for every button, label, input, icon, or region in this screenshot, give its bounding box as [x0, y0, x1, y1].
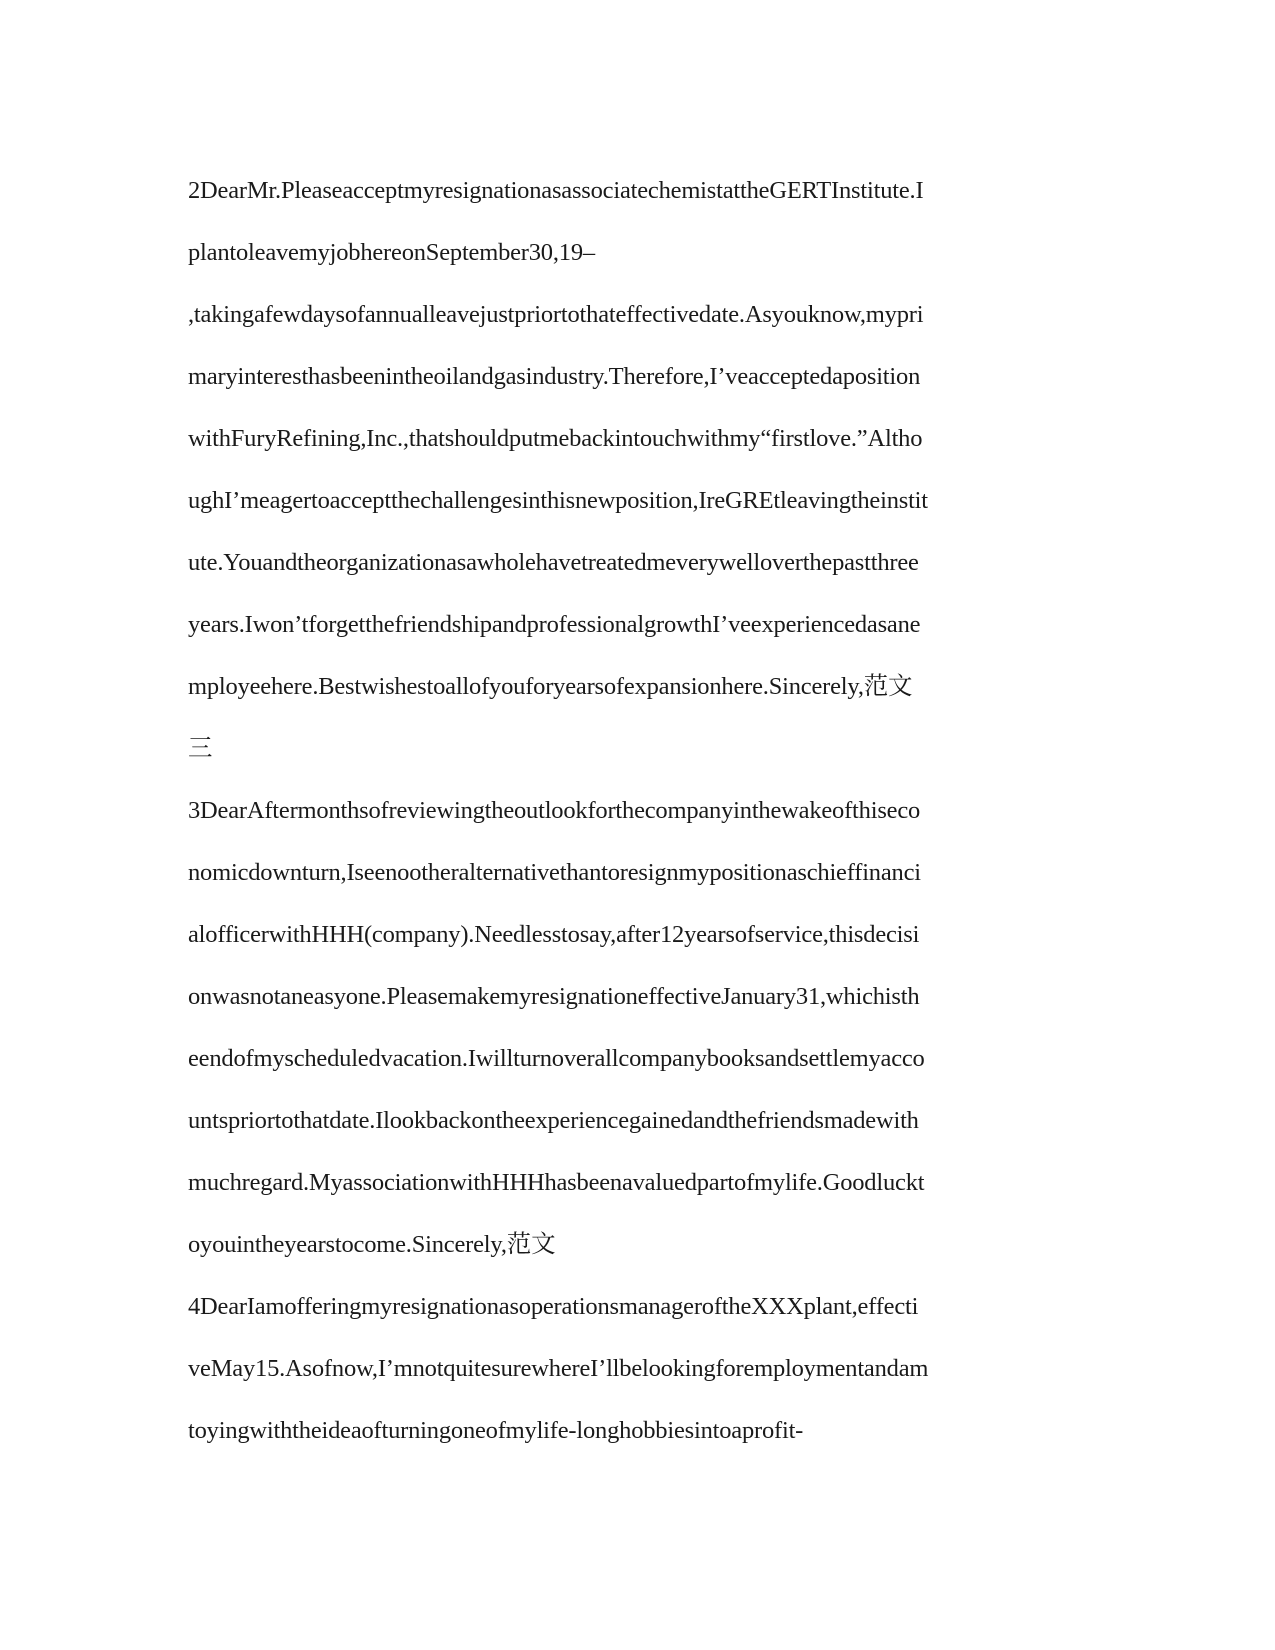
text-line: ute.Youandtheorganizationasawholehavetreatedmeverywelloverthepastthree — [188, 549, 919, 576]
text-line: plantoleavemyjobhereonSeptember30,19– — [188, 239, 595, 266]
text-line: 2DearMr.PleaseacceptmyresignationasassociatechemistattheGERTInstitute.I — [188, 177, 924, 204]
text-line: ughI’meagertoacceptthechallengesinthisnewposition,IreGREtleavingtheinstit — [188, 487, 928, 514]
letter-body — [188, 160, 1088, 1462]
text-line: toyingwiththeideaofturningoneofmylife-longhobbiesintoaprofit- — [188, 1417, 804, 1444]
text-line: years.Iwon’tforgetthefriendshipandprofessionalgrowthI’veexperiencedasane — [188, 611, 921, 638]
text-line: withFuryRefining,Inc.,thatshouldputmebackintouchwithmy“firstlove.”Altho — [188, 425, 923, 452]
text-line: ,takingafewdaysofannualleavejustpriortothateffectivedate.Asyouknow,mypri — [188, 301, 924, 328]
text-line: onwasnotaneasyone.PleasemakemyresignationeffectiveJanuary31,whichisth — [188, 983, 920, 1010]
text-line: 4DearIamofferingmyresignationasoperationsmanageroftheXXXplant,effecti — [188, 1293, 919, 1320]
text-line: oyouintheyearstocome.Sincerely,范文 — [188, 1231, 556, 1258]
text-line: 三 — [188, 735, 213, 762]
text-line: alofficerwithHHH(company).Needlesstosay,after12yearsofservice,thisdecisi — [188, 921, 920, 948]
text-line: muchregard.MyassociationwithHHHhasbeenavaluedpartofmylife.Goodluckt — [188, 1169, 925, 1196]
text-line: 3DearAftermonthsofreviewingtheoutlookforthecompanyinthewakeofthiseco — [188, 797, 921, 824]
text-line: eendofmyscheduledvacation.Iwillturnoverallcompanybooksandsettlemyacco — [188, 1045, 925, 1072]
text-line: maryinteresthasbeenintheoilandgasindustry.Therefore,I’veacceptedaposition — [188, 363, 921, 390]
text-line: veMay15.Asofnow,I’mnotquitesurewhereI’llbelookingforemploymentandam — [188, 1355, 929, 1382]
text-line: nomicdownturn,Iseenootheralternativethantoresignmypositionaschieffinanci — [188, 859, 921, 886]
text-line: mployeehere.Bestwishestoallofyouforyearsofexpansionhere.Sincerely,范文 — [188, 673, 913, 700]
text-line: untspriortothatdate.Ilookbackontheexperiencegainedandthefriendsmadewith — [188, 1107, 919, 1134]
